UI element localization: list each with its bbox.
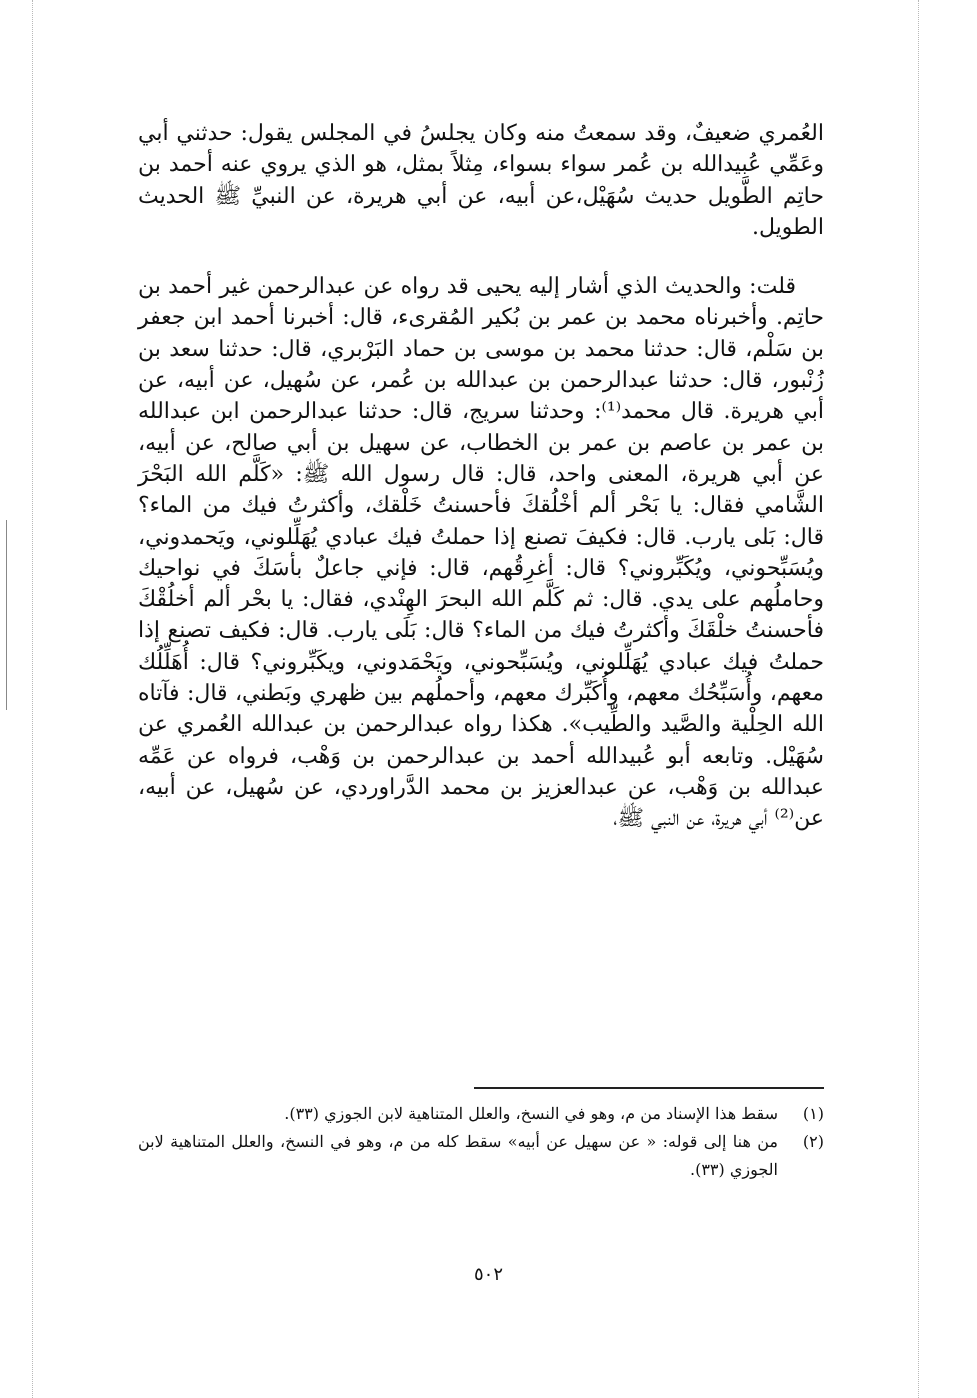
footnote-text: سقط هذا الإسناد من م، وهو في النسخ، والعلل المتناهية لابن الجوزي (٣٣). xyxy=(284,1104,778,1123)
footnote-text: من هنا إلى قوله: « عن سهيل عن أبيه» سقط كله من م، وهو في النسخ، والعلل المتناهية لابن الجوزي (٣٣). xyxy=(138,1132,778,1179)
page-number: ٥٠٢ xyxy=(473,1264,503,1285)
scan-margin-mark xyxy=(6,520,7,710)
scan-edge-line-left xyxy=(32,0,33,1398)
main-text xyxy=(138,118,824,835)
paragraph-2: قلت: والحديث الذي أشار إليه يحيى قد رواه عن عبدالرحمن غير أحمد بن حاتِم. وأخبرناه محمد بن عمر بن بُكير المُقرىء، قال: أخبرنا أحمد ابن جعفر بن سَلْم، قال: حدثنا محمد بن موسى بن حماد البَرْبري، قال: حدثنا سعد بن زُنْبور، قال: حدثنا عبدالرحمن بن عبدالله بن عُمر، عن سُهيل، عن أبيه، عن أبي هريرة. قال محمد⁽¹⁾: وحدثنا سريج، قال: حدثنا عبدالرحمن ابن عبدالله بن عمر بن عاصم بن عمر بن الخطاب، عن سهيل بن أبي صالح، عن أبيه، عن أبي هريرة، المعنى واحد، قال: قال رسول الله ﷺ: «كَلَّم الله البَحْرَ الشَّامي فقال: يا بَحْر ألم أخْلُقكَ فأحسنتُ خَلْقك، وأكثرتُ فيك من الماء؟ قال: بَلى يارب. قال: فكيفَ تصنع إذا حملتُ فيك عبادي يُهَلِّلوني، ويَحمدوني، ويُسَبِّحوني، ويُكَبِّروني؟ قال: أغرِقُهم، قال: فإني جاعلٌ بأسَكَ في نواحيك وحاملُهم على يدي. قال: ثم كَلَّم الله البحرَ الهِنْدي، فقال: يا بحْر ألم أخلُقْكَ فأحسنتُ خلْقَكَ وأكثرتُ فيك من الماء؟ قال: بَلَى يارب. قال: فكيف تصنع إذا حملتُ فيك عبادي يُهَلِّلوني، ويُسَبِّحوني، ويَحْمَدوني، ويكَبِّروني؟ قال: أُهَلِّلُك معهم، وأُسَبِّحُك معهم، وأُكَبِّرك معهم، وأحملُهم بين ظهري وبَطني، قال: فآتاه الله الحِلْية والصَّيد والطِّيب». هكذا رواه عبدالرحمن بن عبدالله العُمري عن سُهَيْل. وتابعه أبو عُبيدالله أحمد بن عبدالرحمن بن وَهْب، فرواه عن عَمِّه عبدالله بن وَهْب، عن عبدالعزيز بن محمد الدَّراوردي، عن سُهيل، عن أبيه، عن⁽²⁾ أبي هريرة، عن النبي ﷺ، xyxy=(138,274,824,832)
footnotes xyxy=(138,1100,824,1184)
footnote-number: (١) xyxy=(802,1104,824,1123)
footnote-separator xyxy=(474,1087,824,1089)
paragraph-1: العُمري ضعيفٌ، وقد سمعتُ منه وكان يجلسُ في المجلس يقول: حدثني أبي وعَمِّي عُبيدالله بن عُمر سواء بسواء، مِثلاً بمثل، هو الذي يروي عنه أحمد بن حاتِم الطَّويل حديث سُهَيْل،عن أبيه، عن أبي هريرة، عن النبيِّ ﷺ الحديث الطويل. xyxy=(138,121,824,240)
footnote-number: (٢) xyxy=(802,1132,824,1151)
footnote-2 xyxy=(138,1128,824,1184)
footnote-1 xyxy=(138,1100,824,1128)
scan-edge-line-right xyxy=(918,0,919,1398)
